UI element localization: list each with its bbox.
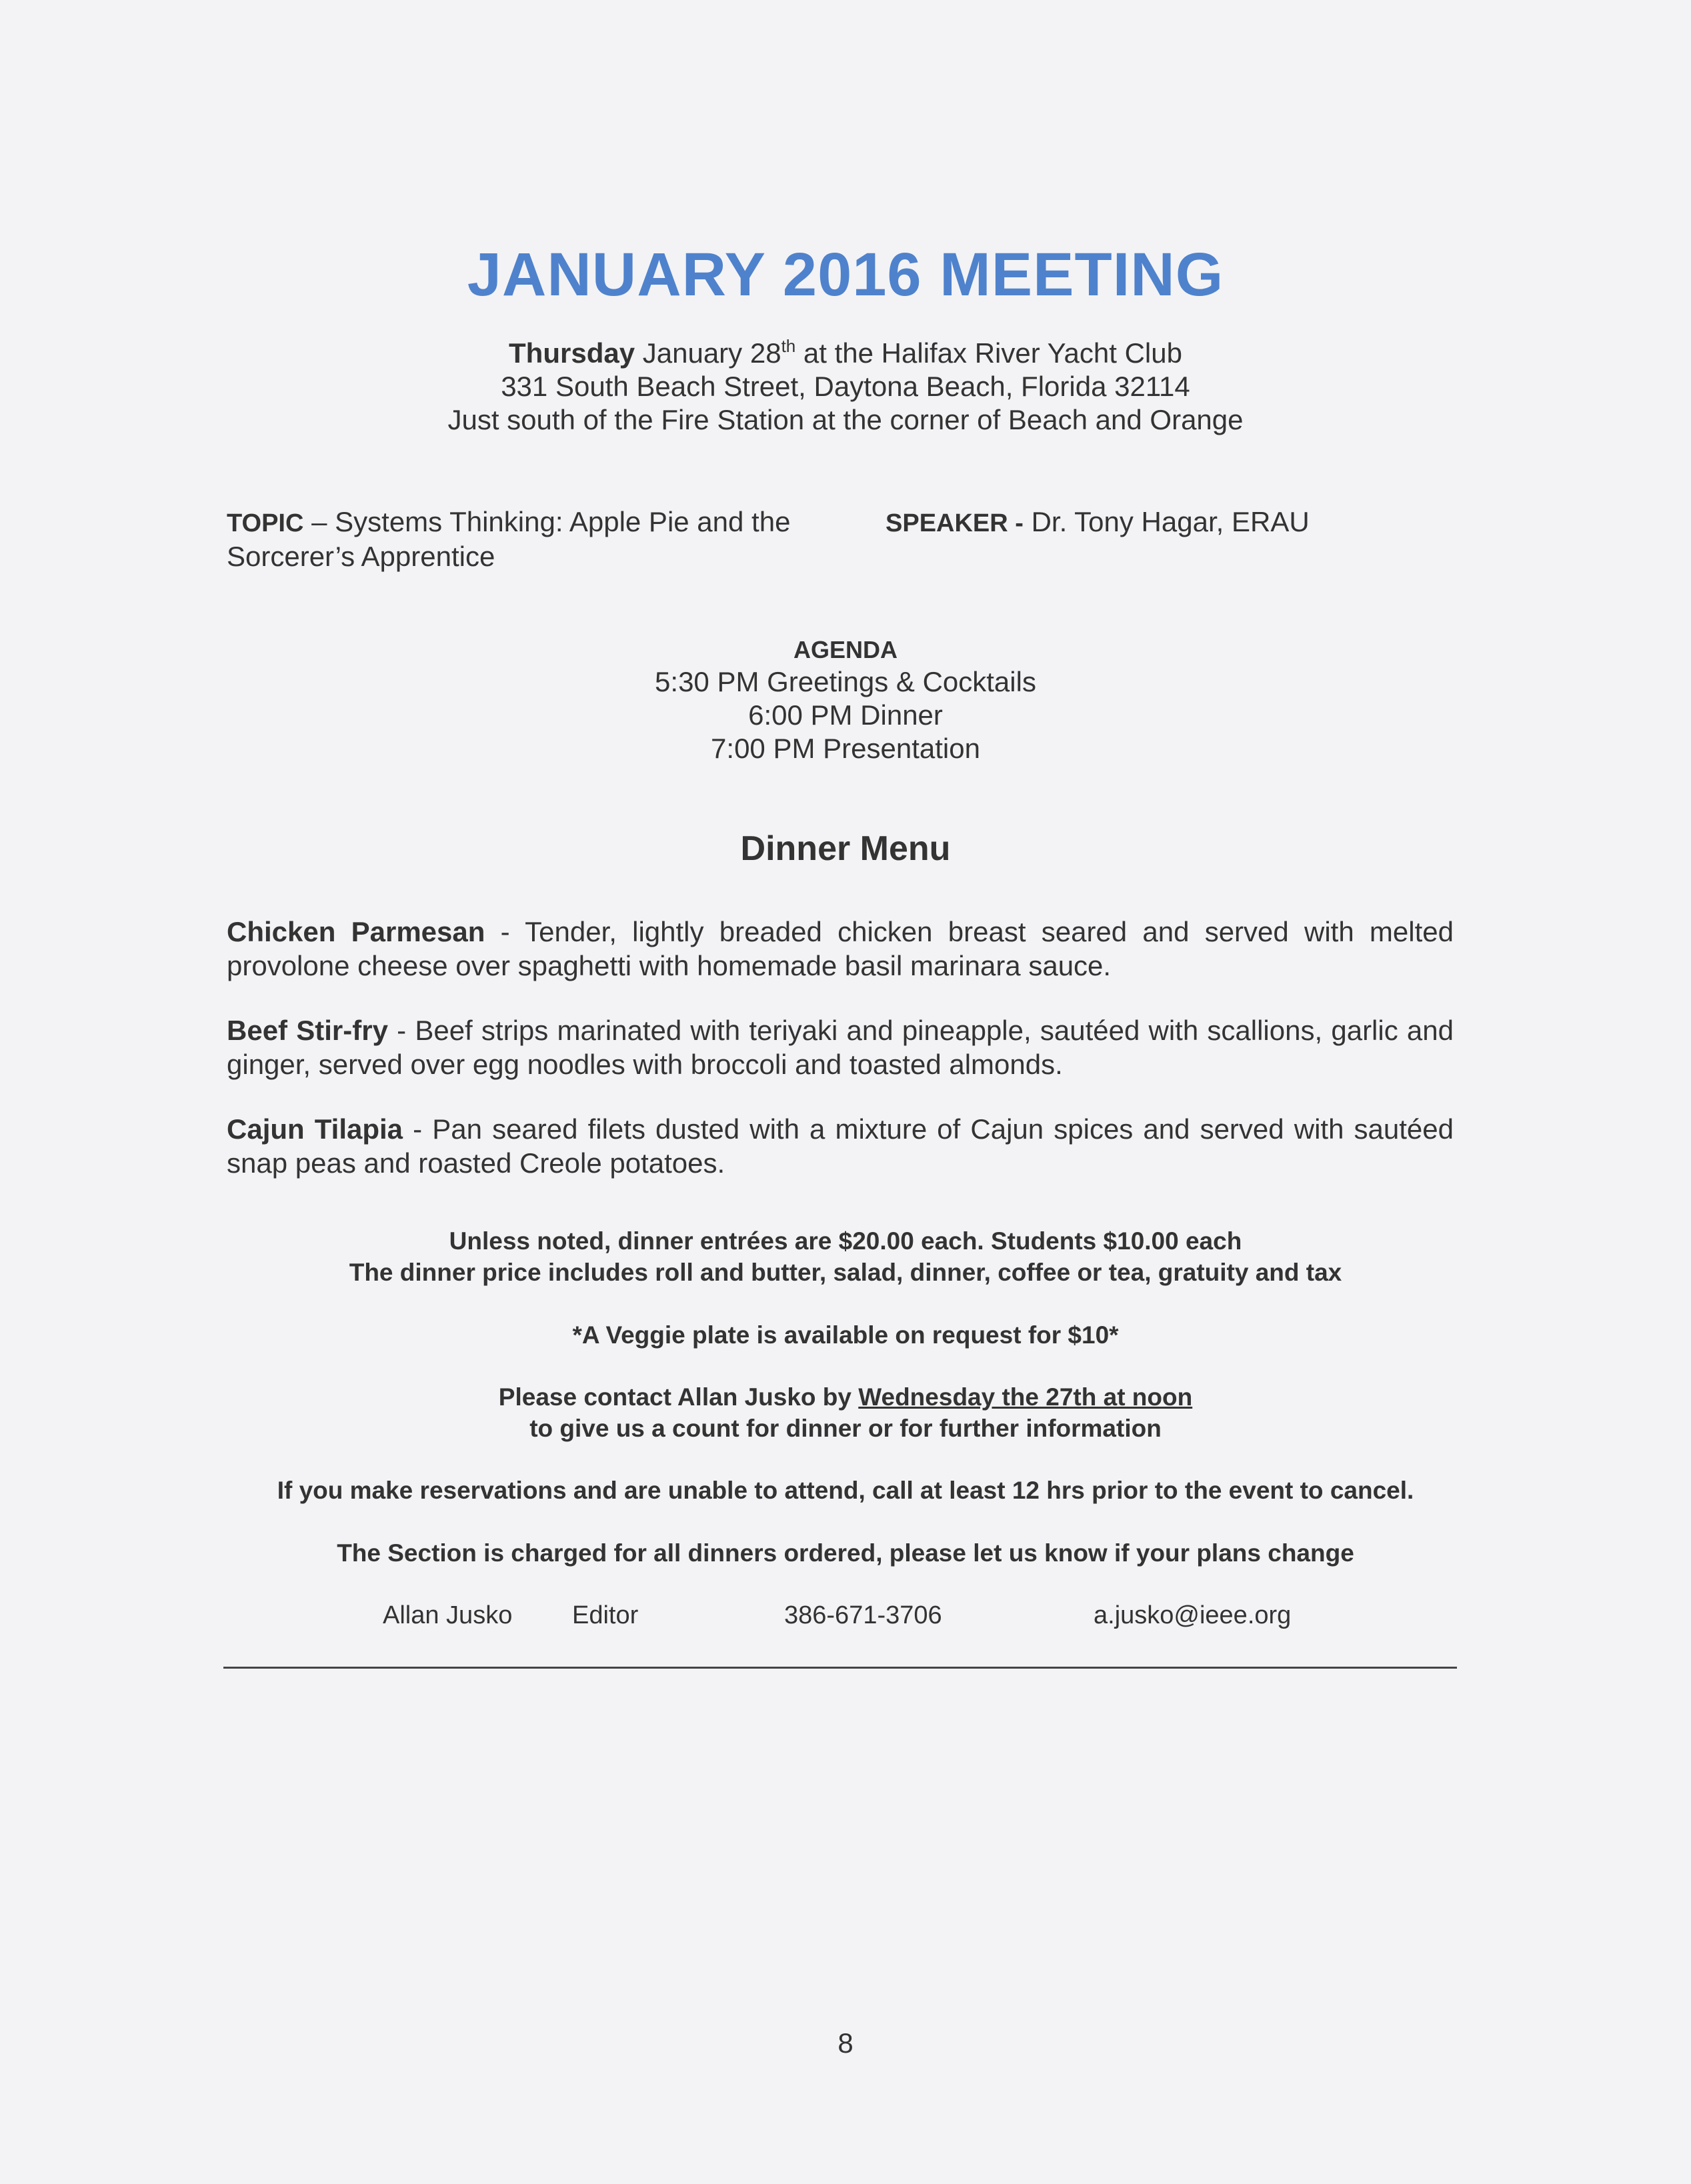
dish-name: Beef Stir-fry	[227, 1015, 388, 1046]
contact-name: Allan Jusko	[383, 1601, 513, 1629]
contact-prefix: Please contact Allan Jusko by	[498, 1383, 859, 1411]
agenda-heading: AGENDA	[793, 636, 898, 663]
topic-label: TOPIC	[227, 509, 304, 537]
price-note	[0, 1225, 1691, 1288]
meeting-title: JANUARY 2016 MEETING	[467, 241, 1224, 309]
topic-block	[227, 505, 800, 573]
dish-name: Chicken Parmesan	[227, 916, 485, 947]
venue-date-line	[0, 337, 1691, 370]
speaker-label: SPEAKER -	[886, 509, 1024, 537]
dish-name: Cajun Tilapia	[227, 1113, 403, 1145]
agenda-item: 6:00 PM Dinner	[748, 699, 943, 731]
agenda-block	[0, 635, 1691, 765]
menu-heading: Dinner Menu	[740, 829, 951, 868]
contact-deadline-line	[0, 1381, 1691, 1413]
dish-description: - Pan seared filets dusted with a mixture of Cajun spices and served with sautéed snap peas and roasted Creole potatoes.	[227, 1113, 1454, 1179]
agenda-item: 7:00 PM Presentation	[711, 733, 980, 764]
venue-date: January 28	[642, 337, 781, 369]
includes-line: The dinner price includes roll and butter, salad, dinner, coffee or tea, gratuity and tax	[349, 1259, 1342, 1286]
cancel-note: If you make reservations and are unable to attend, call at least 12 hrs prior to the event to cancel.	[277, 1477, 1414, 1504]
dish-description: - Beef strips marinated with teriyaki and pineapple, sautéed with scallions, garlic and ginger, served over egg noodles with broccoli and toasted almonds.	[227, 1015, 1454, 1080]
contact-note	[0, 1381, 1691, 1444]
contact-deadline: Wednesday the 27th at noon	[858, 1383, 1193, 1411]
price-line: Unless noted, dinner entrées are $20.00 each. Students $10.00 each	[449, 1227, 1242, 1255]
topic-text: – Systems Thinking: Apple Pie and the Sorcerer’s Apprentice	[227, 506, 791, 572]
menu-dish	[227, 1112, 1454, 1180]
menu-dish	[227, 1013, 1454, 1081]
venue-date-suffix: th	[781, 336, 796, 356]
venue-day: Thursday	[509, 337, 635, 369]
speaker-block	[886, 505, 1486, 540]
dish-description: - Tender, lightly breaded chicken breast seared and served with melted provolone cheese over spaghetti with homemade basil marinara sauce.	[227, 916, 1454, 981]
charge-note: The Section is charged for all dinners ordered, please let us know if your plans change	[337, 1539, 1354, 1567]
menu-dish	[227, 915, 1454, 983]
venue-location: at the Halifax River Yacht Club	[803, 337, 1182, 369]
contact-role: Editor	[572, 1601, 639, 1629]
horizontal-divider	[223, 1667, 1457, 1669]
page-number: 8	[837, 2027, 854, 2059]
contact-email: a.jusko@ieee.org	[1094, 1601, 1292, 1629]
contact-phone: 386-671-3706	[784, 1601, 942, 1629]
venue-directions: Just south of the Fire Station at the corner of Beach and Orange	[447, 404, 1244, 435]
contact-suffix: to give us a count for dinner or for further information	[529, 1415, 1162, 1442]
agenda-item: 5:30 PM Greetings & Cocktails	[655, 666, 1036, 697]
venue-address: 331 South Beach Street, Daytona Beach, Florida 32114	[501, 371, 1190, 402]
veggie-note: *A Veggie plate is available on request for $10*	[572, 1321, 1119, 1349]
speaker-text: Dr. Tony Hagar, ERAU	[1023, 506, 1310, 537]
venue-block	[0, 337, 1691, 437]
